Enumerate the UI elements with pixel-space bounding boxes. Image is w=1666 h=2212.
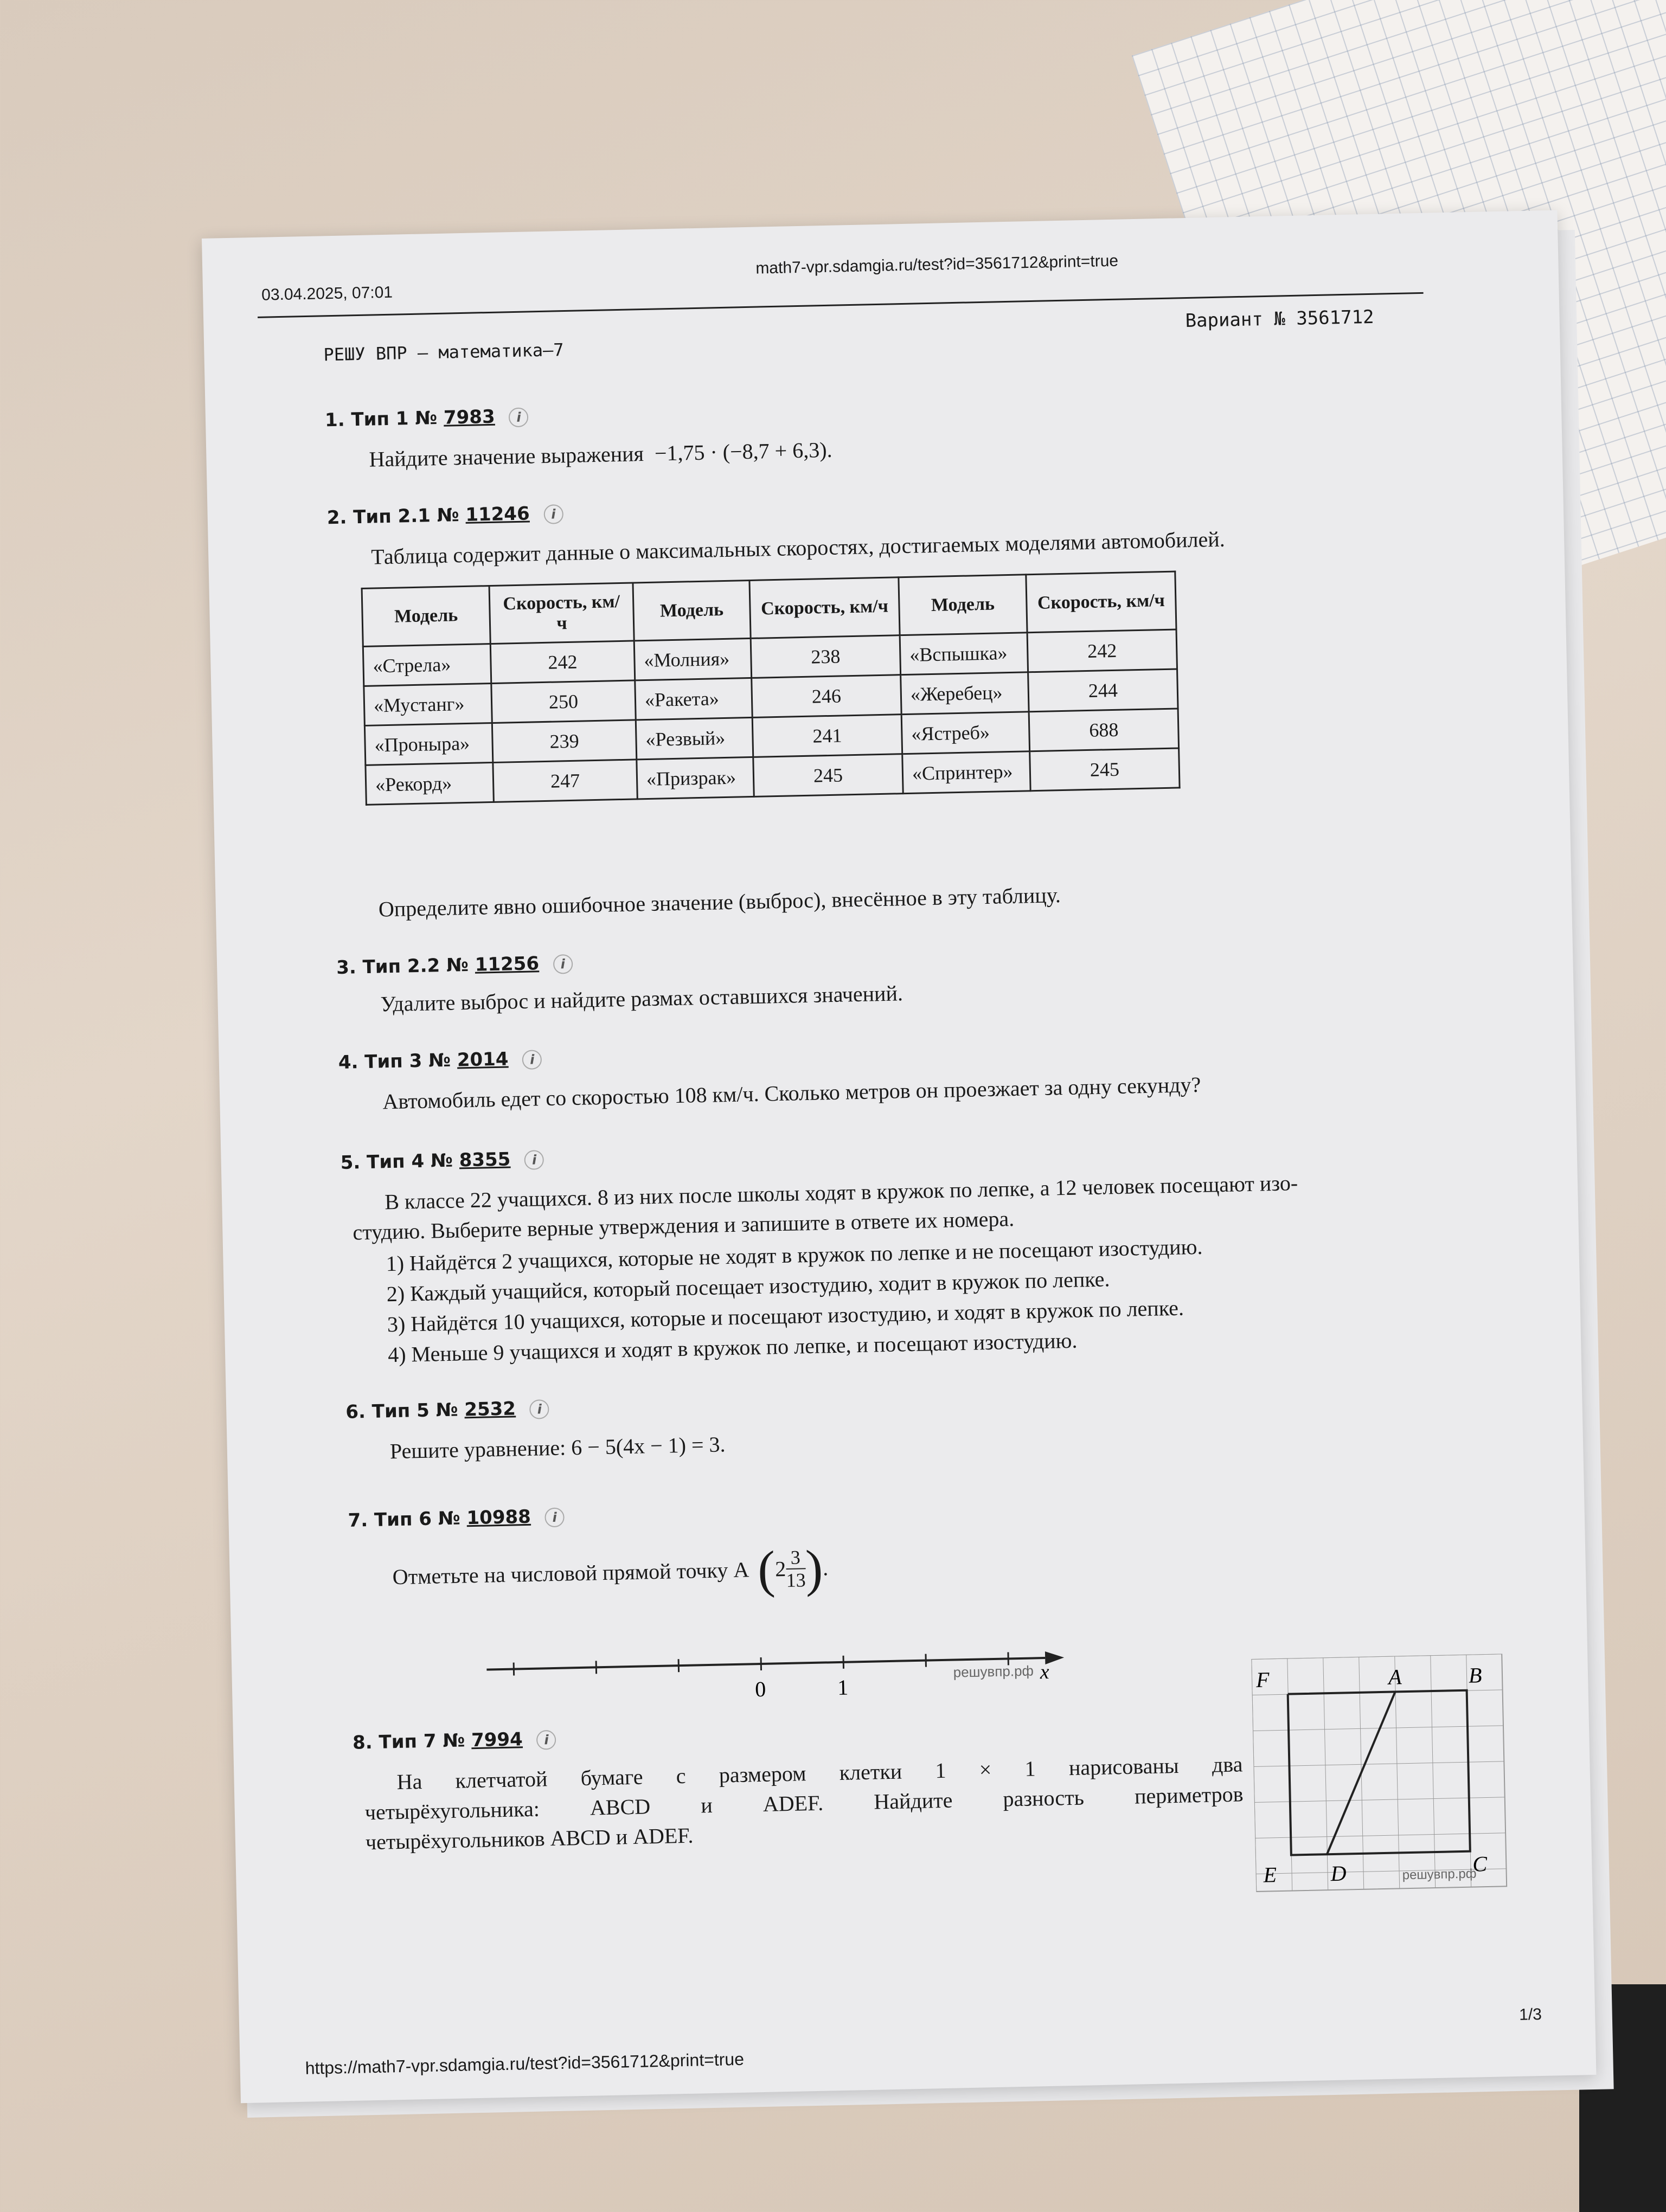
table-cell: 242 (1027, 629, 1177, 672)
info-icon[interactable]: i (553, 954, 573, 974)
print-date: 03.04.2025, 07:01 (261, 283, 393, 304)
task-7-text (392, 1538, 829, 1607)
point-label-F: F (1255, 1667, 1270, 1692)
table-cell: 250 (491, 680, 636, 723)
task-1-number-link[interactable]: 7983 (443, 406, 496, 429)
table-cell: «Жеребец» (901, 672, 1029, 715)
left-paren: ( (757, 1540, 776, 1599)
task-4-head (338, 1047, 542, 1073)
task-2-number-link[interactable]: 11246 (465, 503, 530, 526)
task-2-head (326, 502, 563, 529)
option-item: 1) Найдётся 2 учащихся, которые не ходят в кружок по лепке и не посещают изостудию. (386, 1234, 1203, 1276)
period: . (822, 1555, 829, 1580)
task-5-head (340, 1148, 544, 1174)
task-1-expression: −1,75 · (−8,7 + 6,3). (654, 437, 832, 466)
task-6-label: 6. Тип 5 № (345, 1399, 458, 1423)
task-7-prompt: Отметьте на числовой прямой точку A (392, 1557, 749, 1590)
task-5-number-link[interactable]: 8355 (459, 1148, 511, 1172)
number-line (480, 1630, 1079, 1719)
info-icon[interactable]: i (543, 504, 563, 524)
info-icon[interactable]: i (524, 1150, 544, 1170)
table-header: Скорость, км/ч (1026, 571, 1176, 633)
page-number: 1/3 (1518, 2005, 1542, 2024)
task-8-head (353, 1728, 556, 1754)
point-label-C: C (1472, 1851, 1488, 1876)
tick-label-zero: 0 (754, 1676, 766, 1702)
tick-label-one: 1 (837, 1675, 849, 1700)
task-2-after-text: Определите явно ошибочное значение (выброс), внесённое в эту таблицу. (378, 883, 1061, 922)
task-5-text-line1: В классе 22 учащихся. 8 из них после школы ходят в кружок по лепке, а 12 человек посещают изо- (384, 1171, 1298, 1214)
table-cell: 239 (492, 720, 636, 763)
table-cell: 245 (1030, 748, 1180, 791)
mixed-whole: 2 (774, 1556, 786, 1581)
table-cell: «Рекорд» (366, 762, 494, 805)
info-icon[interactable]: i (509, 407, 529, 427)
table-cell: «Вспышка» (900, 633, 1028, 675)
table-cell: «Ракета» (635, 678, 752, 719)
speed-table (361, 571, 1181, 806)
task-3-number-link[interactable]: 11256 (475, 953, 540, 976)
task-5-options (386, 1232, 1204, 1370)
info-icon[interactable]: i (536, 1729, 556, 1750)
table-header: Модель (362, 586, 490, 647)
option-item: 2) Каждый учащийся, который посещает изостудию, ходит в кружок по лепке. (386, 1266, 1110, 1307)
table-cell: 244 (1028, 669, 1178, 712)
grid-figure (1251, 1654, 1528, 1908)
watermark: решувпр.рф (953, 1662, 1034, 1681)
info-icon[interactable]: i (529, 1399, 549, 1419)
table-cell: «Проныра» (364, 723, 492, 765)
fraction-denominator: 13 (786, 1568, 806, 1591)
task-4-label: 4. Тип 3 № (338, 1049, 451, 1074)
info-icon[interactable]: i (522, 1050, 542, 1070)
right-paren: ) (805, 1539, 824, 1598)
table-cell: 242 (490, 641, 635, 684)
task-8-label: 8. Тип 7 № (352, 1729, 465, 1754)
axis-label-x: x (1040, 1660, 1050, 1684)
table-cell: 247 (493, 760, 637, 802)
task-7-head (348, 1506, 565, 1532)
number-line-ticks (514, 1652, 1008, 1675)
task-8-number-link[interactable]: 7994 (471, 1728, 523, 1752)
task-2-text: Таблица содержит данные о максимальных скоростях, достигаемых моделями автомобилей. (370, 526, 1226, 569)
variant-number: Вариант № 3561712 (1185, 306, 1374, 332)
task-6-number-link[interactable]: 2532 (464, 1398, 516, 1421)
info-icon[interactable]: i (544, 1507, 565, 1527)
table-cell: «Мустанг» (364, 684, 492, 726)
table-cell: «Молния» (634, 638, 751, 680)
task-5-text-line2: студию. Выберите верные утверждения и запишите в ответе их номера. (352, 1206, 1015, 1245)
speed-table-wrap (361, 571, 1181, 806)
table-cell: «Ястреб» (901, 712, 1029, 754)
task-3-head (336, 952, 573, 979)
option-item: 4) Меньше 9 учащихся и ходят в кружок по лепке, и посещают изостудию. (387, 1328, 1078, 1367)
table-header: Модель (633, 580, 751, 640)
table-header: Скорость, км/ч (489, 583, 634, 644)
table-cell: 241 (752, 715, 902, 757)
fraction-numerator: 3 (785, 1546, 805, 1570)
point-label-D: D (1330, 1861, 1347, 1886)
table-header: Скорость, км/ч (749, 577, 900, 639)
task-8-line3: четырёхугольников ABCD и ADEF. (365, 1823, 694, 1855)
task-1-text (369, 437, 832, 472)
point-label-B: B (1468, 1663, 1482, 1688)
task-1-label: 1. Тип 1 № (324, 407, 438, 432)
table-header: Модель (899, 575, 1027, 635)
task-8-line1: На клетчатой бумаге с размером клетки 1 × 1 нарисованы два (396, 1752, 1243, 1795)
task-5-label: 5. Тип 4 № (340, 1149, 453, 1174)
task-6-head (345, 1397, 549, 1423)
option-item: 3) Найдётся 10 учащихся, которые и посещают изостудию, и ходят в кружок по лепке. (387, 1295, 1184, 1337)
fraction (785, 1546, 806, 1591)
point-label-E: E (1263, 1862, 1277, 1887)
table-cell: «Резвый» (636, 717, 753, 759)
table-cell: 238 (751, 635, 900, 678)
print-url: math7-vpr.sdamgia.ru/test?id=3561712&print=true (755, 252, 1119, 278)
point-label-A: A (1388, 1664, 1402, 1689)
printed-sheet (202, 210, 1596, 2104)
task-4-number-link[interactable]: 2014 (457, 1048, 509, 1071)
task-1-prompt: Найдите значение выражения (369, 441, 644, 472)
table-cell: «Спринтер» (902, 751, 1030, 794)
task-4-text: Автомобиль едет со скоростью 108 км/ч. Сколько метров он проезжает за одну секунду? (382, 1072, 1201, 1114)
table-cell: «Призрак» (637, 757, 754, 799)
table-cell: 688 (1029, 709, 1178, 751)
table-cell: «Стрела» (363, 644, 491, 686)
task-1-head (325, 405, 529, 431)
table-cell: 246 (752, 675, 901, 718)
task-6-text: Решите уравнение: 6 − 5(4x − 1) = 3. (389, 1432, 726, 1464)
site-title: РЕШУ ВПР — математика–7 (323, 339, 564, 365)
task-3-text: Удалите выброс и найдите размах оставшихся значений. (380, 981, 904, 1017)
task-8-line2: четырёхугольника: ABCD и ADEF. Найдите разность периметров (364, 1782, 1244, 1825)
task-2-label: 2. Тип 2.1 № (326, 504, 459, 529)
task-7-number-link[interactable]: 10988 (466, 1506, 531, 1529)
task-7-label: 7. Тип 6 № (348, 1507, 461, 1532)
watermark: решувпр.рф (1402, 1866, 1477, 1883)
task-3-label: 3. Тип 2.2 № (336, 954, 469, 979)
footer-url: https://math7-vpr.sdamgia.ru/test?id=3561712&print=true (305, 2049, 745, 2078)
table-cell: 245 (753, 754, 903, 797)
